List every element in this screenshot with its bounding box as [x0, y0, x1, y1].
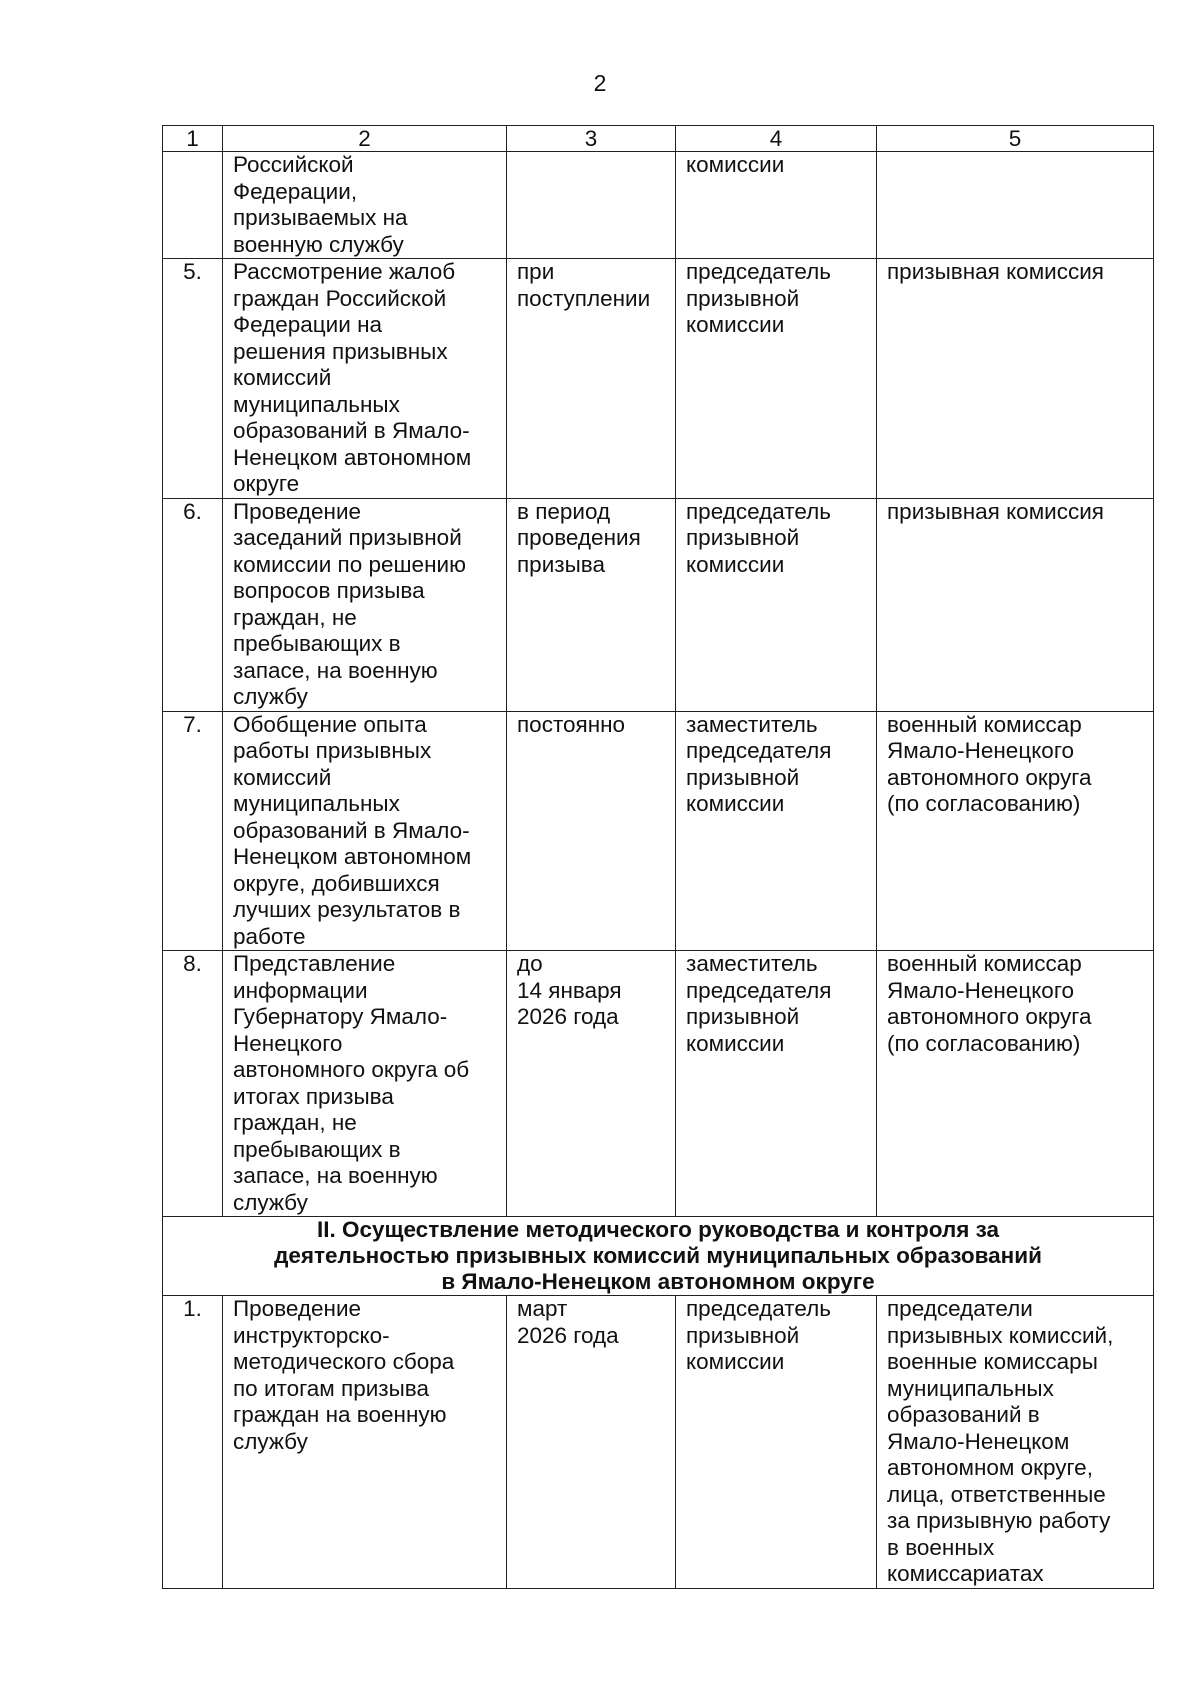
cell-executor: [877, 498, 1154, 711]
cell-line: председатели: [887, 1296, 1033, 1321]
cell-line: автономного округа об: [233, 1057, 470, 1082]
cell-line: запасе, на военную: [233, 1163, 438, 1188]
cell-line: службу: [233, 1189, 308, 1215]
cell-line: Проведение: [233, 498, 362, 524]
cell-line: Ненецком автономном: [233, 844, 472, 869]
cell-line: комиссии: [686, 1349, 785, 1374]
section-title: [163, 1217, 1154, 1296]
cell-num: 1.: [163, 1296, 223, 1589]
cell-line: лучших результатов в: [233, 897, 461, 922]
cell-line: службу: [233, 684, 308, 709]
cell-line: призывной: [686, 285, 800, 311]
cell-line: муниципальных: [233, 791, 400, 816]
cell-executor: [877, 259, 1154, 499]
cell-line: призывных комиссий,: [887, 1322, 1114, 1348]
cell-line: призываемых на: [233, 205, 408, 230]
cell-line: комиссии: [686, 152, 785, 177]
cell-line: пребывающих в: [233, 631, 401, 656]
cell-line: 14 января: [517, 977, 622, 1003]
cell-action: [223, 711, 507, 951]
cell-line: запасе, на военную: [233, 657, 438, 683]
cell-line: призывной: [686, 525, 800, 550]
cell-line: муниципальных: [887, 1375, 1054, 1401]
cell-line: лица, ответственные: [887, 1481, 1106, 1507]
cell-line: военный комиссар: [887, 711, 1082, 737]
cell-line: информации: [233, 977, 368, 1003]
cell-line: призывной: [686, 764, 800, 790]
cell-responsible: [676, 711, 877, 951]
cell-line: заместитель: [686, 951, 818, 976]
cell-line: комиссии по решению: [233, 551, 466, 577]
column-number: 3: [507, 126, 676, 152]
cell-responsible: [676, 951, 877, 1217]
cell-line: постоянно: [517, 711, 626, 737]
cell-line: округе: [233, 471, 300, 496]
cell-line: проведения: [517, 525, 641, 550]
cell-action: [223, 1296, 507, 1589]
cell-line: граждан Российской: [233, 285, 447, 311]
continuation-row: [163, 152, 1154, 259]
cell-action: [223, 152, 507, 259]
cell-line: председателя: [686, 738, 832, 763]
cell-term: [507, 259, 676, 499]
cell-line: итогах призыва: [233, 1083, 394, 1109]
cell-line: (по согласованию): [887, 791, 1081, 816]
cell-line: призывной: [686, 1004, 800, 1029]
cell-term: [507, 498, 676, 711]
cell-line: 2026 года: [517, 1004, 619, 1029]
cell-line: поступлении: [517, 285, 651, 311]
page-number: 2: [593, 70, 607, 96]
cell-line: председатель: [686, 498, 831, 524]
cell-num: [163, 152, 223, 259]
cell-line: образований в: [887, 1402, 1040, 1427]
cell-line: март: [517, 1296, 568, 1321]
cell-line: комиссии: [686, 1030, 785, 1056]
cell-line: граждан на военную: [233, 1402, 447, 1427]
cell-num: 7.: [163, 711, 223, 951]
cell-line: Проведение: [233, 1296, 362, 1321]
cell-line: Ненецком автономном: [233, 444, 472, 470]
event-plan-table: [162, 125, 1154, 1589]
cell-executor: [877, 152, 1154, 259]
cell-responsible: [676, 498, 877, 711]
column-number-row: [163, 126, 1154, 152]
cell-line: призыва: [517, 551, 605, 577]
cell-executor: [877, 1296, 1154, 1589]
table-row: [163, 1296, 1154, 1589]
table-row: [163, 711, 1154, 951]
cell-line: Ненецкого: [233, 1030, 343, 1056]
cell-line: автономного округа: [887, 1004, 1092, 1029]
table-row: [163, 951, 1154, 1217]
cell-line: Обобщение опыта: [233, 711, 427, 737]
column-number: 1: [163, 126, 223, 152]
cell-line: заседаний призывной: [233, 525, 462, 550]
cell-line: решения призывных: [233, 338, 448, 364]
cell-executor: [877, 951, 1154, 1217]
cell-line: военный комиссар: [887, 951, 1082, 976]
cell-num: 5.: [163, 259, 223, 499]
cell-line: комиссии: [686, 551, 785, 577]
cell-line: комиссий: [233, 764, 332, 790]
cell-line: деятельностью призывных комиссий муниципальных образований: [274, 1243, 1042, 1268]
cell-line: комиссий: [233, 365, 332, 390]
cell-action: [223, 498, 507, 711]
cell-line: Федерации,: [233, 178, 358, 204]
cell-line: за призывную работу: [887, 1508, 1111, 1533]
cell-line: призывная комиссия: [887, 259, 1104, 284]
column-number: 4: [676, 126, 877, 152]
table-row: [163, 259, 1154, 499]
cell-line: Губернатору Ямало-: [233, 1004, 448, 1029]
cell-line: Рассмотрение жалоб: [233, 259, 456, 284]
cell-action: [223, 951, 507, 1217]
cell-line: в Ямало-Ненецком автономном округе: [441, 1269, 875, 1294]
cell-line: призывной: [686, 1322, 800, 1348]
cell-term: [507, 951, 676, 1217]
cell-line: комиссии: [686, 791, 785, 816]
cell-line: образований в Ямало-: [233, 817, 470, 843]
cell-line: Ямало-Ненецкого: [887, 738, 1075, 763]
cell-line: военную службу: [233, 231, 404, 257]
cell-line: Ямало-Ненецком: [887, 1428, 1070, 1454]
cell-line: службу: [233, 1428, 308, 1454]
cell-line: методического сбора: [233, 1349, 455, 1374]
cell-line: 2026 года: [517, 1322, 619, 1348]
cell-term: [507, 1296, 676, 1589]
cell-responsible: [676, 152, 877, 259]
cell-line: образований в Ямало-: [233, 418, 470, 443]
table-row: [163, 498, 1154, 711]
cell-line: II. Осуществление методического руководства и контроля за: [316, 1217, 1000, 1242]
cell-line: вопросов призыва: [233, 578, 425, 603]
column-number: 2: [223, 126, 507, 152]
cell-line: работе: [233, 923, 306, 949]
cell-line: пребывающих в: [233, 1136, 401, 1162]
cell-line: Ямало-Ненецкого: [887, 977, 1075, 1003]
cell-num: 8.: [163, 951, 223, 1217]
cell-line: автономного округа: [887, 764, 1092, 790]
cell-line: Российской: [233, 152, 354, 177]
cell-line: военные комиссары: [887, 1349, 1098, 1374]
cell-line: Федерации на: [233, 312, 383, 337]
cell-line: председатель: [686, 1296, 831, 1321]
cell-line: комиссии: [686, 312, 785, 337]
cell-line: председателя: [686, 977, 832, 1003]
column-number: 5: [877, 126, 1154, 152]
cell-line: по итогам призыва: [233, 1375, 429, 1401]
cell-line: автономном округе,: [887, 1455, 1093, 1480]
cell-term: [507, 711, 676, 951]
cell-line: Представление: [233, 951, 396, 976]
cell-line: до: [517, 951, 543, 976]
cell-line: призывная комиссия: [887, 498, 1104, 524]
section-row: [163, 1217, 1154, 1296]
cell-line: в период: [517, 498, 611, 524]
cell-responsible: [676, 1296, 877, 1589]
cell-action: [223, 259, 507, 499]
cell-line: комиссариатах: [887, 1561, 1044, 1586]
cell-executor: [877, 711, 1154, 951]
cell-line: при: [517, 259, 555, 284]
cell-line: заместитель: [686, 711, 818, 737]
cell-line: председатель: [686, 259, 831, 284]
cell-line: (по согласованию): [887, 1030, 1081, 1056]
cell-line: округе, добившихся: [233, 870, 440, 896]
cell-line: в военных: [887, 1534, 995, 1560]
cell-line: инструкторско-: [233, 1322, 390, 1348]
cell-num: 6.: [163, 498, 223, 711]
cell-term: [507, 152, 676, 259]
cell-line: граждан, не: [233, 604, 357, 630]
cell-line: работы призывных: [233, 738, 432, 763]
cell-line: граждан, не: [233, 1110, 357, 1135]
cell-line: муниципальных: [233, 391, 400, 417]
cell-responsible: [676, 259, 877, 499]
